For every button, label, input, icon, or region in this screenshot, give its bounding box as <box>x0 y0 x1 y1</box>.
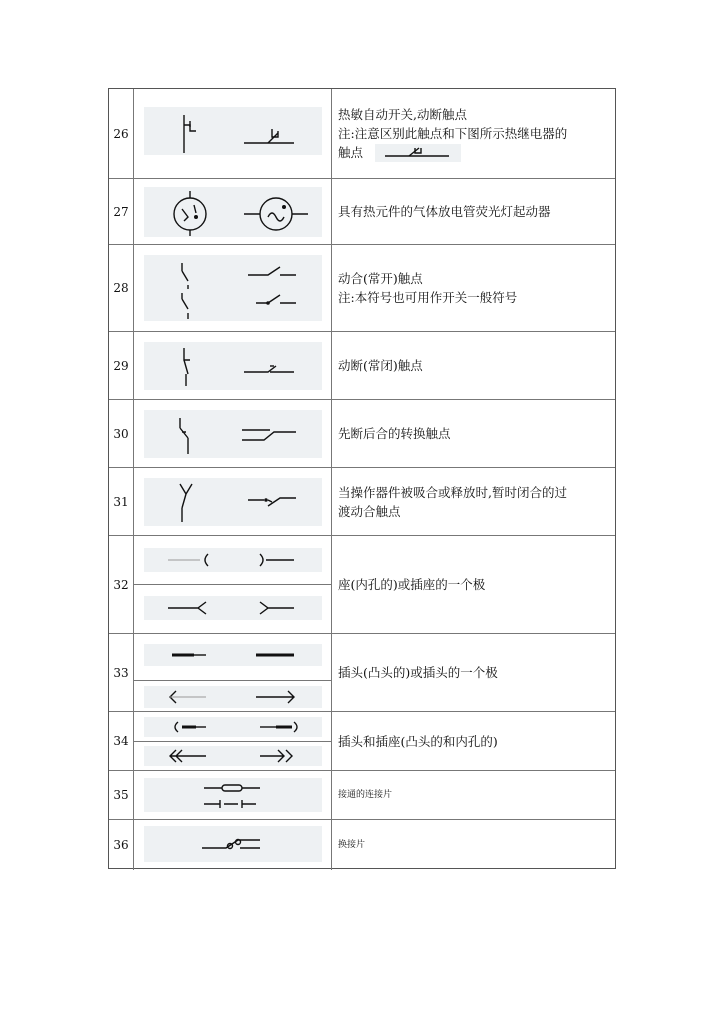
cell-divider <box>134 584 331 585</box>
table-row-26 <box>109 89 615 179</box>
description <box>338 536 609 633</box>
description-line: 当操作器件被吸合或释放时,暂时闭合的过 <box>338 484 567 500</box>
socket-symbol-icon <box>144 548 322 572</box>
description <box>338 245 609 331</box>
figure-cell <box>134 89 332 178</box>
description <box>338 712 609 770</box>
description-line: 具有热元件的气体放电管荧光灯起动器 <box>338 204 551 219</box>
row-number: 27 <box>109 179 134 244</box>
row-number: 33 <box>109 634 134 711</box>
figure-cell <box>134 634 332 711</box>
table-row-36 <box>109 820 615 870</box>
row-number: 29 <box>109 332 134 399</box>
socket-alt-symbol-icon <box>144 596 322 620</box>
row-number: 30 <box>109 400 134 467</box>
row-number: 31 <box>109 468 134 535</box>
fluorescent-starter-symbol-icon <box>144 187 322 237</box>
plug-symbol-icon <box>144 644 322 666</box>
figure-cell <box>134 245 332 331</box>
description-line: 热敏自动开关,动断触点 <box>338 106 467 122</box>
table-row-31 <box>109 468 615 536</box>
table-row-34 <box>109 712 615 771</box>
table-row-33 <box>109 634 615 712</box>
symbol-table <box>108 88 616 869</box>
changeover-contact-symbol-icon <box>144 410 322 458</box>
row-number: 28 <box>109 245 134 331</box>
description-line: 插头和插座(凸头的和内孔的) <box>338 733 498 749</box>
description-line: 先断后合的转换触点 <box>338 426 451 441</box>
description <box>338 400 609 467</box>
description-line: 动断(常闭)触点 <box>338 358 423 373</box>
table-row-28 <box>109 245 615 332</box>
figure-cell <box>134 400 332 467</box>
description <box>338 89 609 178</box>
figure-cell <box>134 771 332 819</box>
figure-cell <box>134 536 332 633</box>
description-line: 换接片 <box>338 840 366 850</box>
thermal-switch-symbol-icon <box>144 107 322 155</box>
break-contact-symbol-icon <box>144 342 322 390</box>
description <box>338 771 609 819</box>
make-contact-symbol-icon <box>144 255 322 321</box>
thermal-relay-contact-icon <box>375 144 461 162</box>
row-number: 34 <box>109 712 134 770</box>
figure-cell <box>134 468 332 535</box>
description <box>338 332 609 399</box>
description-line: 渡动合触点 <box>338 503 401 519</box>
description-line: 接通的连接片 <box>338 790 393 800</box>
table-row-35 <box>109 771 615 820</box>
row-number: 32 <box>109 536 134 633</box>
table-row-32 <box>109 536 615 634</box>
table-row-27 <box>109 179 615 245</box>
row-number: 35 <box>109 771 134 819</box>
description-line <box>338 143 609 163</box>
table-row-29 <box>109 332 615 400</box>
description-line: 插头(凸头的)或插头的一个极 <box>338 665 498 680</box>
description-line: 注:本符号也可用作开关一般符号 <box>338 290 518 305</box>
description-line: 座(内孔的)或插座的一个极 <box>338 577 486 592</box>
closed-link-symbol-icon <box>144 778 322 812</box>
figure-cell <box>134 332 332 399</box>
table-row-30 <box>109 400 615 468</box>
figure-cell <box>134 712 332 770</box>
description <box>338 179 609 244</box>
plug-socket-arrow-symbol-icon <box>144 746 322 766</box>
row-number: 36 <box>109 820 134 870</box>
figure-cell <box>134 820 332 870</box>
description-line: 注:注意区别此触点和下图所示热继电器的 <box>338 125 568 141</box>
figure-cell <box>134 179 332 244</box>
row-number: 26 <box>109 89 134 178</box>
plug-socket-symbol-icon <box>144 717 322 737</box>
changeover-link-symbol-icon <box>144 826 322 862</box>
description-line: 动合(常开)触点 <box>338 271 423 286</box>
description <box>338 468 609 535</box>
description-text: 触点 <box>338 144 364 160</box>
cell-divider <box>134 741 331 742</box>
passing-contact-symbol-icon <box>144 478 322 526</box>
cell-divider <box>134 680 331 681</box>
description <box>338 634 609 711</box>
plug-arrow-symbol-icon <box>144 686 322 708</box>
description <box>338 820 609 870</box>
